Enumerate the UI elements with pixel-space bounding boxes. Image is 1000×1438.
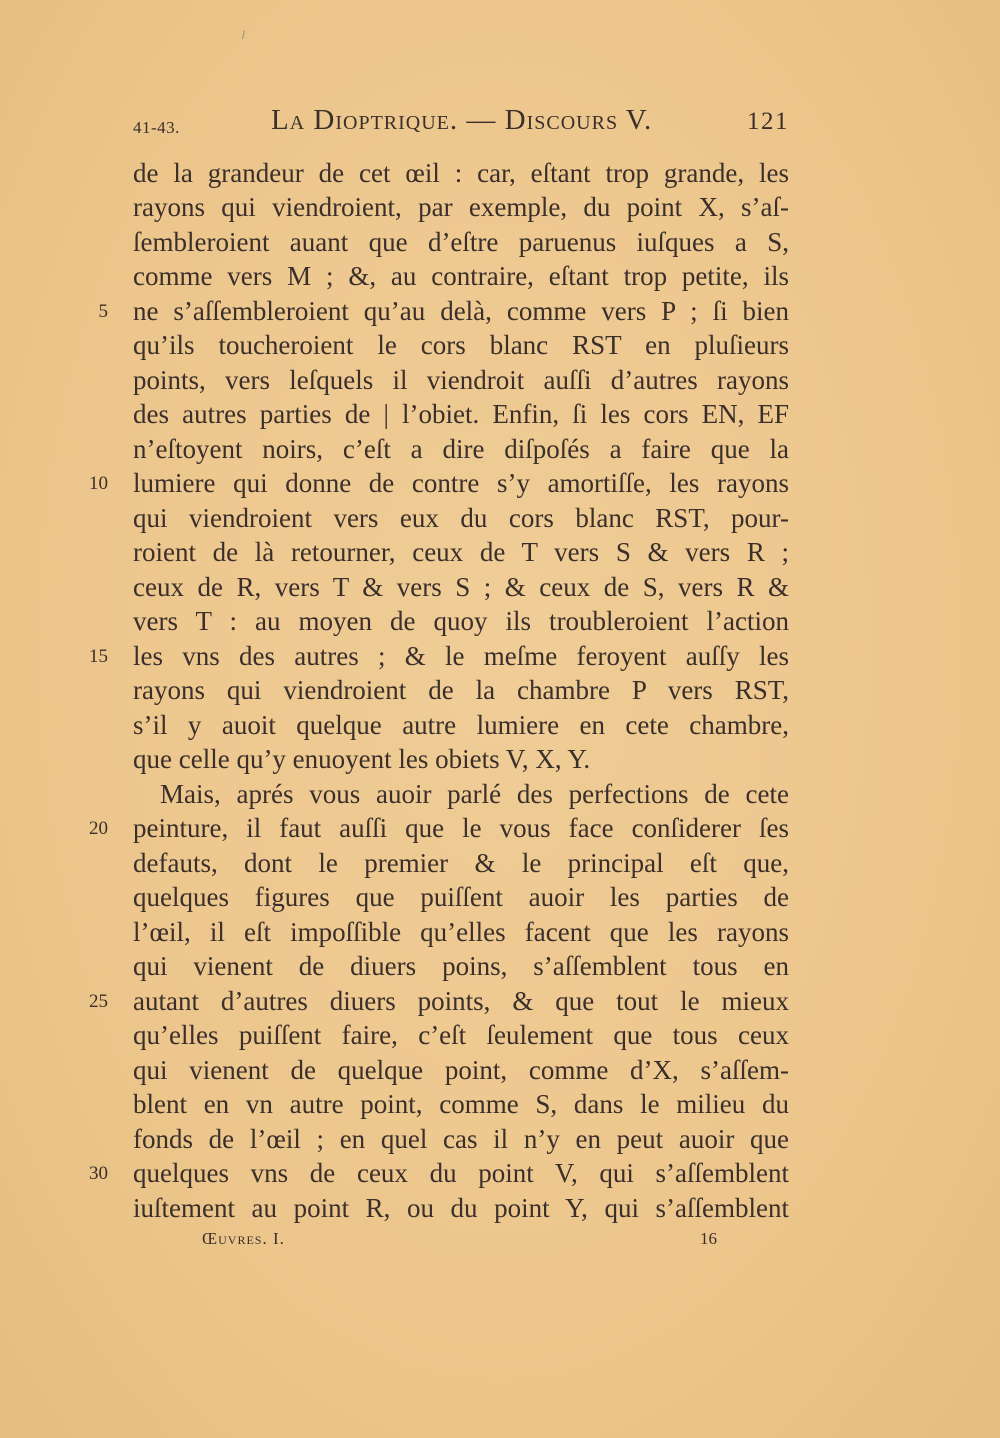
footer-signature-mark: 16: [700, 1229, 717, 1248]
text-line: ſembleroient auant que d’eſtre paruenus iuſques a S,: [133, 227, 789, 257]
text-line: de la grandeur de cet œil : car, eſtant trop grande, les: [133, 158, 789, 188]
text-line: fonds de l’œil ; en quel cas il n’y en peut auoir que: [133, 1124, 789, 1154]
text-line: autant d’autres diuers points, & que tout le mieux: [133, 986, 789, 1016]
text-line: n’eſtoyent noirs, c’eſt a dire diſpoſés a faire que la: [133, 434, 789, 464]
text-line: peinture, il faut auſſi que le vous face conſiderer ſes: [133, 813, 789, 843]
text-line: l’œil, il eſt impoſſible qu’elles facent que les rayons: [133, 917, 789, 947]
running-title: La Dioptrique. — Discours V.: [271, 104, 653, 136]
text-line: que celle qu’y enuoyent les obiets V, X, Y.: [133, 744, 591, 774]
paper-speck: [242, 30, 245, 39]
text-line: Mais, aprés vous auoir parlé des perfections de cete: [160, 779, 789, 809]
line-number: 25: [89, 991, 108, 1012]
text-line: quelques vns de ceux du point V, qui s’aſſemblent: [133, 1158, 789, 1188]
page-number: 121: [747, 108, 789, 135]
text-line: points, vers leſquels il viendroit auſſi d’autres rayons: [133, 365, 789, 395]
text-line: quelques figures que puiſſent auoir les parties de: [133, 882, 789, 912]
text-line: qui vienent de quelque point, comme d’X, s’aſſem-: [133, 1055, 789, 1085]
text-line: qu’elles puiſſent faire, c’eſt ſeulement que tous ceux: [133, 1020, 789, 1050]
text-line: vers T : au moyen de quoy ils troubleroient l’action: [133, 606, 789, 636]
text-line: rayons qui viendroient de la chambre P vers RST,: [133, 675, 789, 705]
footer-signature: Œuvres. I.: [202, 1229, 285, 1248]
text-line: ne s’aſſembleroient qu’au delà, comme vers P ; ſi bien: [133, 296, 789, 326]
text-line: blent en vn autre point, comme S, dans le milieu du: [133, 1089, 789, 1119]
text-line: comme vers M ; &, au contraire, eſtant trop petite, ils: [133, 261, 789, 291]
line-number: 20: [89, 818, 108, 839]
page-range: 41-43.: [133, 118, 180, 137]
line-number: 10: [89, 473, 108, 494]
text-line: des autres parties de | l’obiet. Enfin, ſi les cors EN, EF: [133, 399, 789, 429]
text-line: defauts, dont le premier & le principal eſt que,: [133, 848, 789, 878]
text-line: rayons qui viendroient, par exemple, du point X, s’aſ-: [133, 192, 789, 222]
running-header: [133, 104, 789, 144]
line-number: 15: [89, 646, 108, 667]
text-line: qui vienent de diuers poins, s’aſſemblent tous en: [133, 951, 789, 981]
text-line: roient de là retourner, ceux de T vers S & vers R ;: [133, 537, 789, 567]
text-line: qu’ils toucheroient le cors blanc RST en pluſieurs: [133, 330, 789, 360]
text-line: qui viendroient vers eux du cors blanc RST, pour-: [133, 503, 789, 533]
line-number: 30: [89, 1163, 108, 1184]
text-line: s’il y auoit quelque autre lumiere en cete chambre,: [133, 710, 789, 740]
text-line: les vns des autres ; & le meſme feroyent auſſy les: [133, 641, 789, 671]
text-line: lumiere qui donne de contre s’y amortiſſe, les rayons: [133, 468, 789, 498]
line-number: 5: [98, 301, 108, 322]
text-line: ceux de R, vers T & vers S ; & ceux de S, vers R &: [133, 572, 789, 602]
text-line: iuſtement au point R, ou du point Y, qui s’aſſemblent: [133, 1193, 789, 1223]
